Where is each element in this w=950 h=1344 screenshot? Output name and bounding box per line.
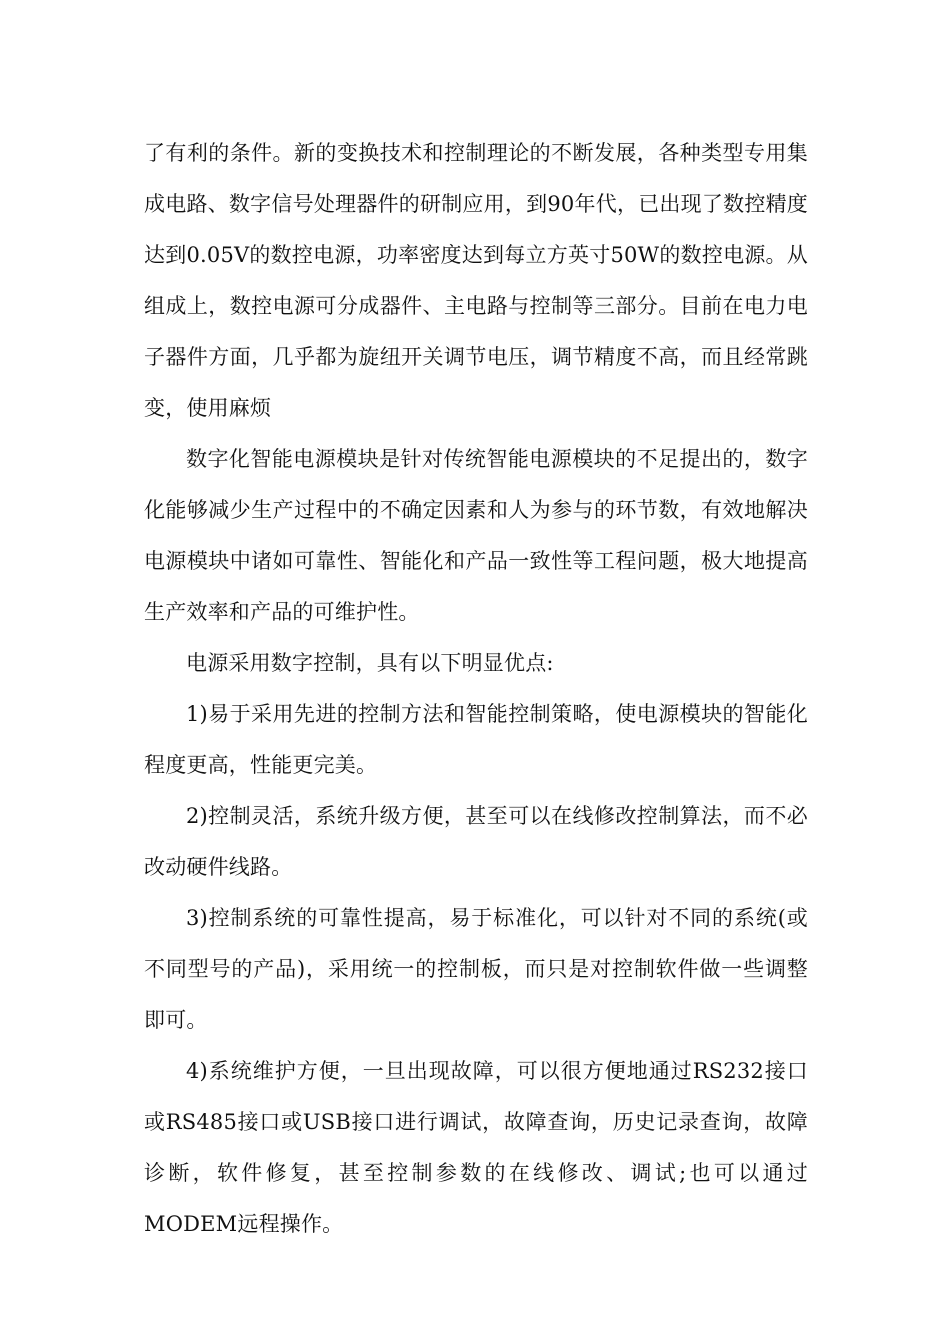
paragraph-continuation: 了有利的条件。新的变换技术和控制理论的不断发展，各种类型专用集成电路、数字信号处理器件的研制应用，到90年代，已出现了数控精度达到0.05V的数控电源，功率密度达到每立方英寸50W的数控电源。从组成上，数控电源可分成器件、主电路与控制等三部分。目前在电力电子器件方面，几乎都为旋纽开关调节电压，调节精度不高，而且经常跳变，使用麻烦 [144,141,808,420]
paragraph-digital-power-module: 数字化智能电源模块是针对传统智能电源模块的不足提出的，数字化能够减少生产过程中的不确定因素和人为参与的环节数，有效地解决电源模块中诸如可靠性、智能化和产品一致性等工程问题，极大地提高生产效率和产品的可维护性。 [144,447,808,624]
list-item-advantage-3: 3)控制系统的可靠性提高，易于标准化，可以针对不同的系统(或不同型号的产品)，采用统一的控制板，而只是对控制软件做一些调整即可。 [144,906,808,1032]
list-item-advantage-1: 1)易于采用先进的控制方法和智能控制策略，使电源模块的智能化程度更高，性能更完美。 [144,702,808,777]
paragraph-advantages-intro: 电源采用数字控制，具有以下明显优点: [186,651,554,675]
list-item-advantage-2: 2)控制灵活，系统升级方便，甚至可以在线修改控制算法，而不必改动硬件线路。 [144,804,808,879]
list-item-advantage-4: 4)系统维护方便，一旦出现故障，可以很方便地通过RS232接口或RS485接口或USB接口进行调试，故障查询，历史记录查询，故障诊断，软件修复，甚至控制参数的在线修改、调试;也可以通过MODEM远程操作。 [144,1059,808,1236]
document-body [144,128,808,1250]
